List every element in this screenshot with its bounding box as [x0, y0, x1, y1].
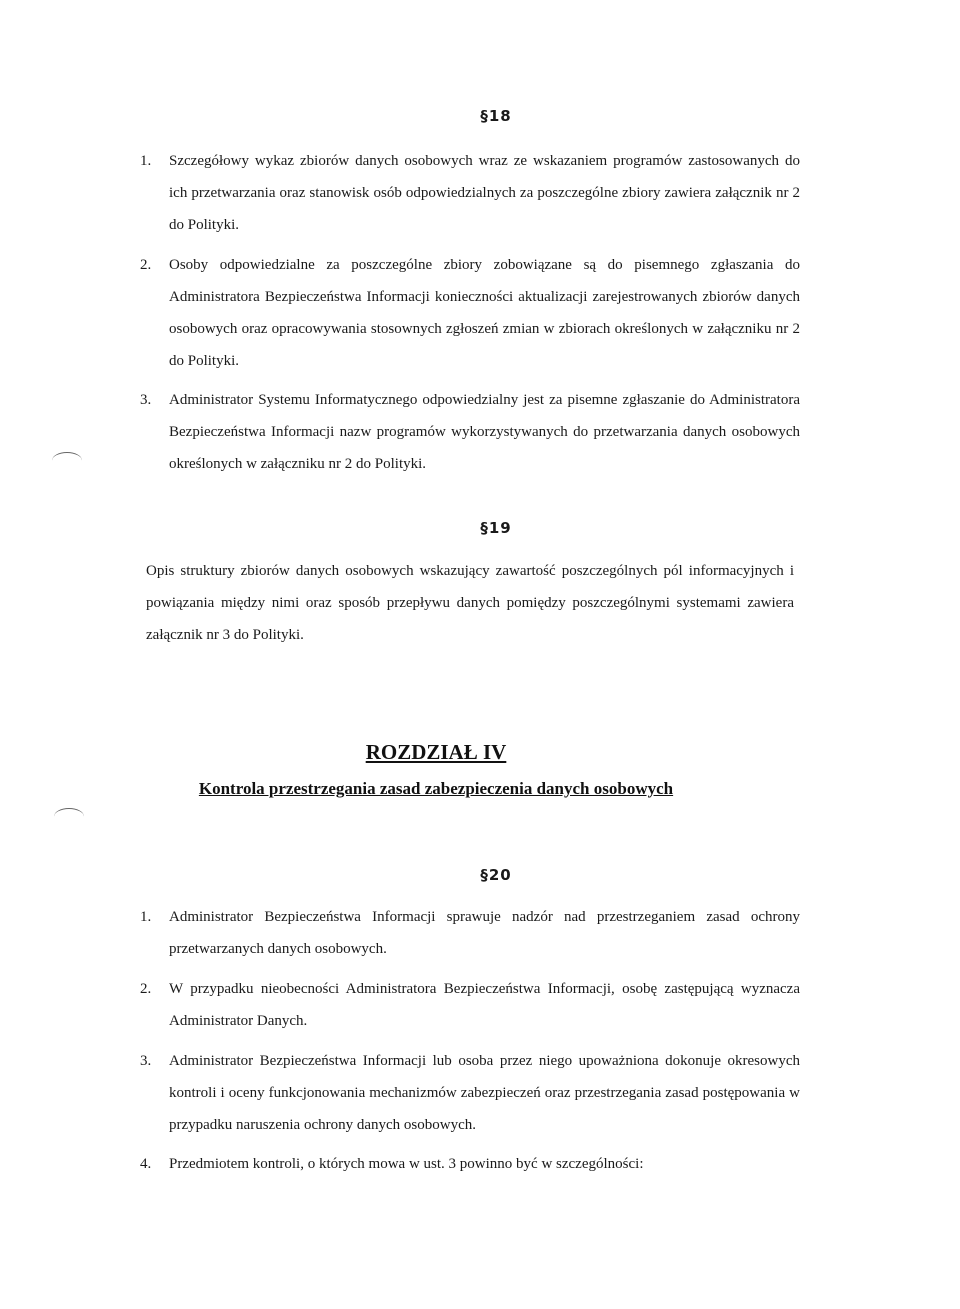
item-number: 2.: [140, 981, 152, 997]
item-number: 2.: [140, 257, 152, 273]
item-number: 1.: [140, 909, 152, 925]
item-text: W przypadku nieobecności Administratora Bezpieczeństwa Informacji, osobę zastępującą wyznacza Administrator Danych.: [169, 981, 800, 1029]
punch-hole-mark: [52, 452, 82, 469]
item-text: Przedmiotem kontroli, o których mowa w ust. 3 powinno być w szczególności:: [169, 1156, 644, 1172]
item-number: 3.: [140, 1053, 152, 1069]
item-number: 3.: [140, 392, 152, 408]
item-number: 1.: [140, 153, 152, 169]
chapter-title: ROZDZIAŁ IV: [365, 740, 507, 764]
item-text: Administrator Bezpieczeństwa Informacji sprawuje nadzór nad przestrzeganiem zasad ochrony przetwarzanych danych osobowych.: [169, 909, 800, 957]
list-item: [140, 1148, 800, 1180]
punch-hole-mark: [54, 808, 84, 825]
list-item: [140, 384, 800, 480]
list-item: [140, 145, 800, 241]
list-item: [140, 1045, 800, 1141]
chapter-subtitle: Kontrola przestrzegania zasad zabezpieczenia danych osobowych: [198, 779, 674, 798]
item-text: Administrator Bezpieczeństwa Informacji lub osoba przez niego upoważniona dokonuje okresowych kontroli i oceny funkcjonowania mechanizmów zabezpieczeń oraz przestrzegania zasad postępowania w przypadku naruszenia ochrony danych osobowych.: [169, 1053, 800, 1133]
list-item: [140, 973, 800, 1037]
item-text: Osoby odpowiedzialne za poszczególne zbiory zobowiązane są do pisemnego zgłaszania do Administratora Bezpieczeństwa Informacji konieczności aktualizacji zarejestrowanych zbiorów danych osobowych oraz opracowywania stosownych zgłoszeń zmian w zbiorach określonych w załączniku nr 2 do Polityki.: [169, 257, 800, 369]
section-heading-20: §20: [480, 866, 512, 884]
item-text: Szczegółowy wykaz zbiorów danych osobowych wraz ze wskazaniem programów zastosowanych do ich przetwarzania oraz stanowisk osób odpowiedzialnych za poszczególne zbiory zawiera załącznik nr 2 do Polityki.: [169, 153, 800, 233]
list-item: [140, 249, 800, 377]
list-item: [140, 901, 800, 965]
item-text: Administrator Systemu Informatycznego odpowiedzialny jest za pisemne zgłaszanie do Administratora Bezpieczeństwa Informacji nazw programów wykorzystywanych do przetwarzania danych osobowych określonych w załączniku nr 2 do Polityki.: [169, 392, 800, 472]
section-paragraph: Opis struktury zbiorów danych osobowych wskazujący zawartość poszczególnych pól informacyjnych i powiązania między nimi oraz sposób przepływu danych pomiędzy poszczególnymi systemami zawiera załącznik nr 3 do Polityki.: [146, 563, 794, 643]
item-number: 4.: [140, 1156, 152, 1172]
section-heading-19: §19: [480, 519, 512, 537]
section-heading-18: §18: [480, 107, 512, 125]
